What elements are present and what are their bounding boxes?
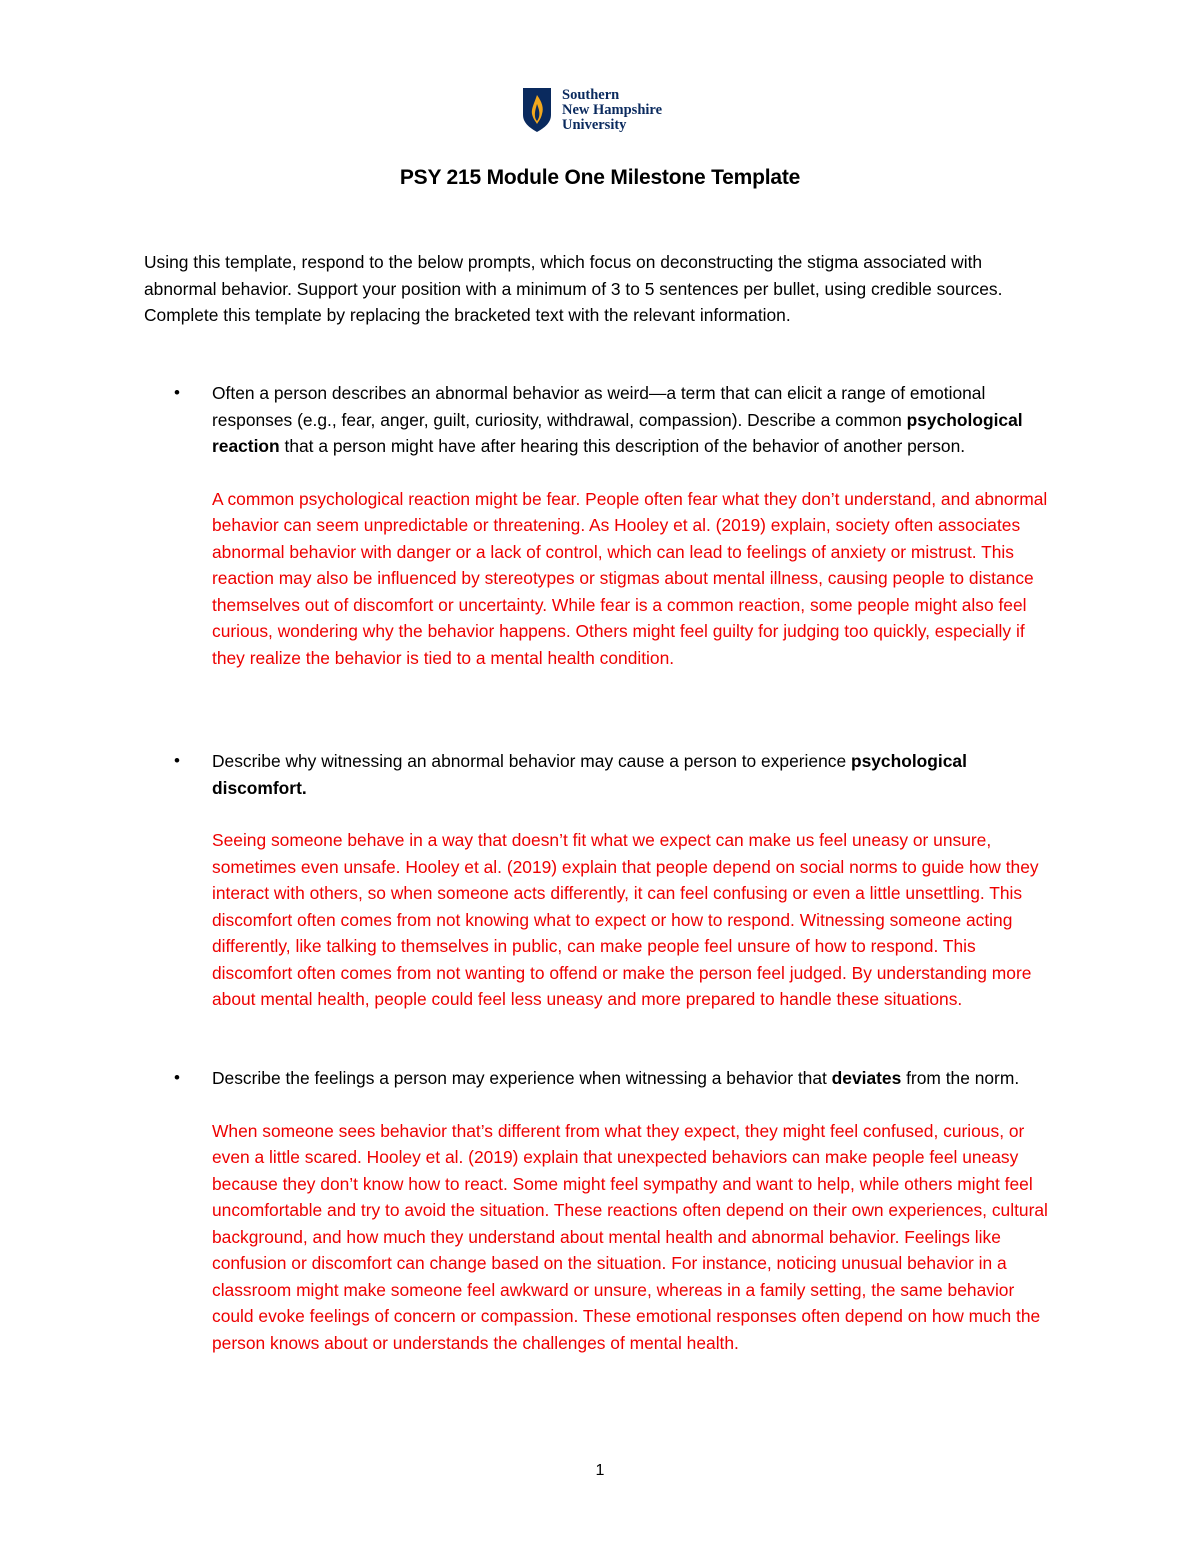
document-title: PSY 215 Module One Milestone Template [399, 166, 801, 189]
logo-line-3: University [562, 116, 627, 133]
bullet-icon: • [174, 383, 180, 402]
intro-paragraph: Using this template, respond to the below prompts, which focus on deconstructing the stigma associated with abnormal behavior. Support your position with a minimum of 3 to 5 sentences per bullet, using credible sources. Complete this template by replacing the bracketed text with the relevant information. [144, 252, 1003, 325]
prompt-keyword: deviates [831, 1068, 902, 1088]
bullet-icon: • [174, 1068, 180, 1087]
prompt-item-2 [144, 748, 1056, 1013]
prompt-text-before: Describe why witnessing an abnormal behavior may cause a person to experience [212, 751, 851, 771]
prompt-keyword: psychological discomfort. [212, 751, 967, 798]
logo-line-1: Southern [562, 86, 620, 103]
prompt-keyword: psychological reaction [212, 409, 1023, 456]
prompt-text [212, 748, 1056, 801]
prompt-text-before: Often a person describes an abnormal behavior as weird—a term that can elicit a range of emotional responses (e.g., fear, anger, guilt, curiosity, withdrawal, compassion). Describe a common [212, 383, 986, 430]
university-logo [522, 84, 692, 136]
flame-shield-icon [522, 87, 552, 133]
prompt-text-after: from the norm. [901, 1068, 1020, 1088]
logo-wordmark [562, 88, 662, 133]
page-number: 1 [595, 1462, 605, 1479]
prompt-item-3 [144, 1065, 1056, 1356]
bullet-icon: • [174, 751, 180, 770]
answer-text: When someone sees behavior that’s different from what they expect, they might feel confused, curious, or even a little scared. Hooley et al. (2019) explain that unexpected behaviors can make people feel uneasy because they don’t know how to react. Some might feel sympathy and want to help, while others might feel uncomfortable and try to avoid the situation. These reactions often depend on their own experiences, cultural background, and how much they understand about mental health and abnormal behavior. Feelings like confusion or discomfort can change based on the situation. For instance, noticing unusual behavior in a classroom might make someone feel awkward or unsure, whereas in a family setting, the same behavior could evoke feelings of concern or compassion. These emotional responses often depend on how much the person knows about or understands the challenges of mental health. [212, 1120, 1048, 1353]
prompt-text [212, 1065, 1056, 1092]
answer-text: Seeing someone behave in a way that doesn’t fit what we expect can make us feel uneasy or unsure, sometimes even unsafe. Hooley et al. (2019) explain that people depend on social norms to guide how they interact with others, so when someone acts differently, it can feel confusing or even a little unsettling. This discomfort often comes from not knowing what to expect or how to respond. Witnessing someone acting differently, like talking to themselves in public, can make people feel unsure of how to respond. This discomfort often comes from not wanting to offend or make the person feel judged. By understanding more about mental health, people could feel less uneasy and more prepared to handle these situations. [212, 830, 1039, 1009]
prompt-text [212, 380, 1056, 460]
logo-line-2: New Hampshire [562, 101, 663, 118]
answer-text: A common psychological reaction might be fear. People often fear what they don’t understand, and abnormal behavior can seem unpredictable or threatening. As Hooley et al. (2019) explain, society often associates abnormal behavior with danger or a lack of control, which can lead to feelings of anxiety or mistrust. This reaction may also be influenced by stereotypes or stigmas about mental illness, causing people to distance themselves out of discomfort or uncertainty. While fear is a common reaction, some people might also feel curious, wondering why the behavior happens. Others might feel guilty for judging too quickly, especially if they realize the behavior is tied to a mental health condition. [212, 488, 1048, 668]
prompt-text-before: Describe the feelings a person may experience when witnessing a behavior that [212, 1068, 832, 1088]
prompt-item-1 [144, 380, 1056, 671]
prompt-text-after: that a person might have after hearing this description of the behavior of another person. [279, 436, 966, 456]
